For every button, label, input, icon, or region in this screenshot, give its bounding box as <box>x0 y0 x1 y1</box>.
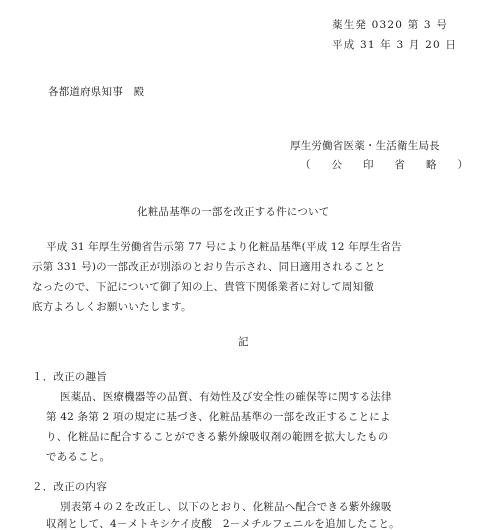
section-line: 収剤として、4－メトキシケイ皮酸 2－メチルフェニルを追加したこと。 <box>46 518 400 530</box>
intro-line: 示第 331 号)の一部改正が別添のとおり告示され、同日適用されることと <box>32 261 386 273</box>
section-line: 別表第４の２を改正し、以下のとおり、化粧品へ配合できる紫外線吸 <box>60 501 392 513</box>
section-heading: ２．改正の内容 <box>32 481 107 493</box>
section-line: 第 42 条第 2 項の規定に基づき、化粧品基準の一部を改正することによ <box>46 411 391 423</box>
ki-heading: 記 <box>238 336 249 348</box>
document-subject: 化粧品基準の一部を改正する件について <box>137 206 330 218</box>
section-line: り、化粧品に配合することができる紫外線吸収剤の範囲を拡大したもの <box>46 431 389 443</box>
intro-line: 底方よろしくお願いいたします。 <box>32 301 192 313</box>
section-line: 医薬品、医療機器等の品質、有効性及び安全性の確保等に関する法律 <box>60 391 392 403</box>
intro-line: なったので、下記について御了知の上、貴管下関係業者に対して周知徹 <box>32 281 374 293</box>
document-number: 薬生発 0320 第 3 号 <box>332 19 449 31</box>
intro-line: 平成 31 年厚生労働省告示第 77 号により化粧品基準(平成 12 年厚生省告 <box>46 241 402 253</box>
document-date: 平成 31 年 3 月 20 日 <box>332 39 458 51</box>
section-line: であること。 <box>46 451 111 463</box>
section-heading: １．改正の趣旨 <box>32 371 107 383</box>
issuer-name: 厚生労働省医薬・生活衛生局長 <box>290 140 440 152</box>
addressee: 各都道府県知事 殿 <box>48 86 145 98</box>
seal-omitted-note: （ 公 印 省 略 ） <box>300 159 468 171</box>
